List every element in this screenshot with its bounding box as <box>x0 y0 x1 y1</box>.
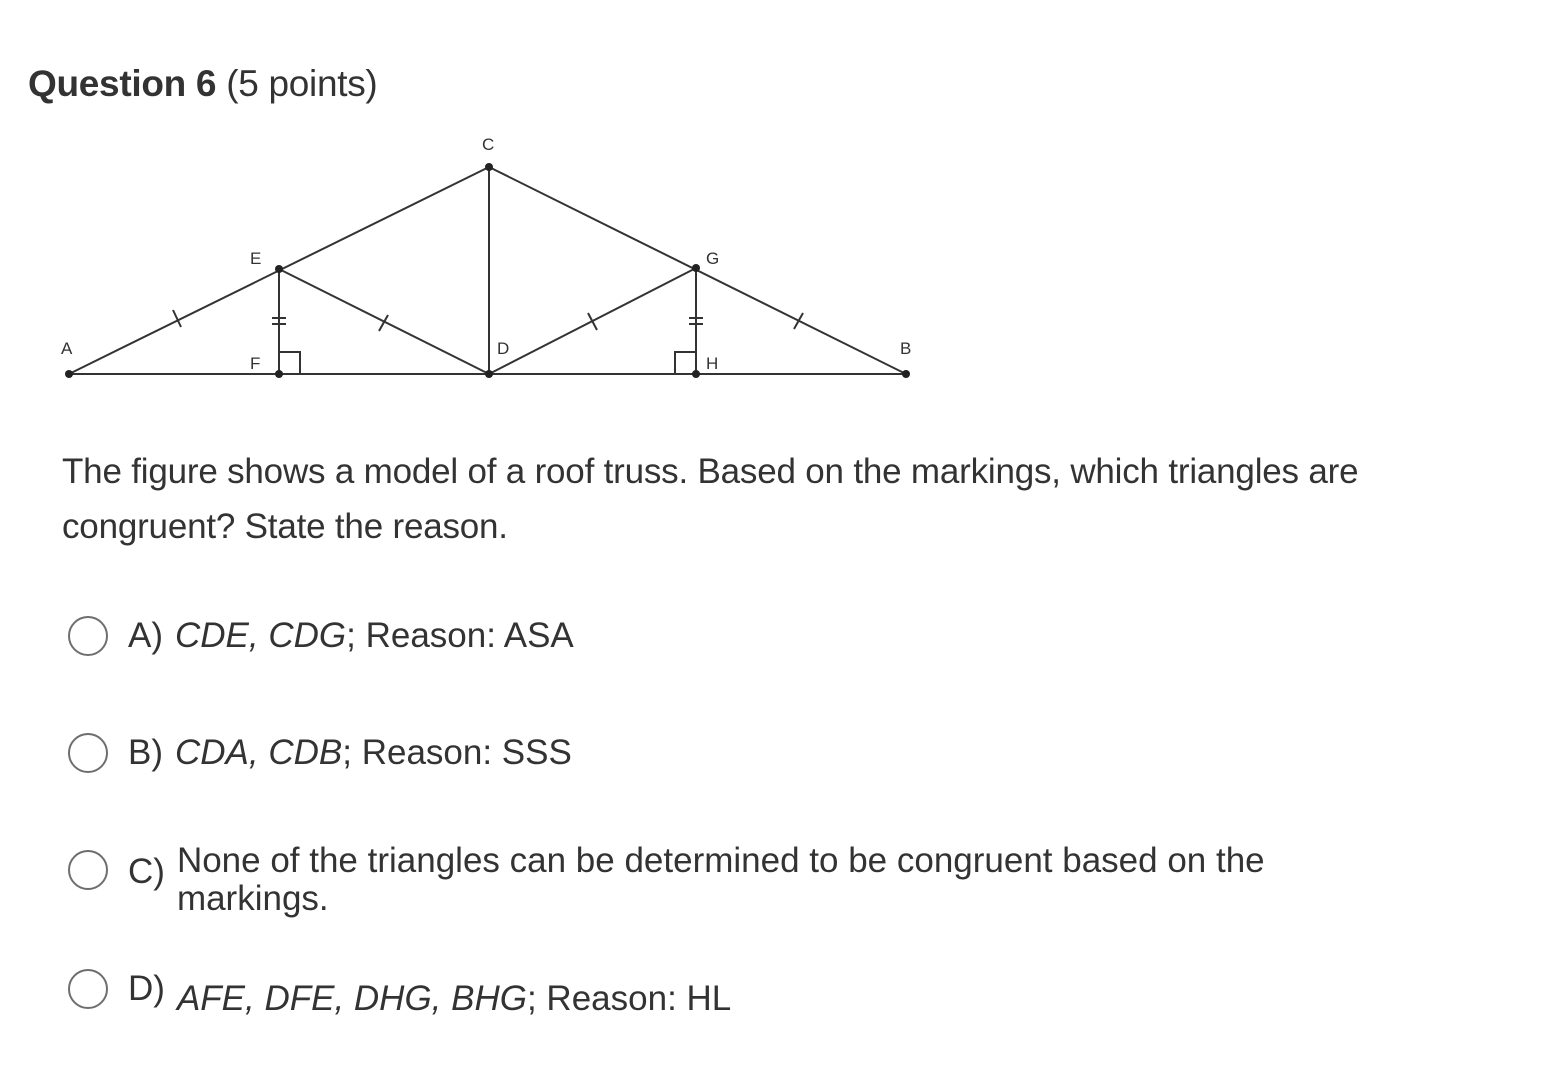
label-e: E <box>250 249 262 268</box>
point-g <box>692 264 700 272</box>
point-f <box>275 370 283 378</box>
right-angle-mark-f <box>279 352 300 374</box>
point-h <box>692 370 700 378</box>
right-angle-mark-h <box>675 352 696 374</box>
question-points: (5 points) <box>226 63 378 104</box>
choice-a[interactable] <box>68 614 574 658</box>
question-prompt: The figure shows a model of a roof truss. Based on the markings, which triangles are congruent? State the reason. <box>62 452 1359 546</box>
point-e <box>275 265 283 273</box>
choice-reason-a: ; Reason: ASA <box>346 616 574 655</box>
choice-letter-d: D) <box>128 969 165 1008</box>
choice-c[interactable] <box>68 842 1417 918</box>
radio-button-a[interactable] <box>68 616 108 656</box>
point-b <box>902 370 910 378</box>
label-b: B <box>900 339 912 358</box>
label-d: D <box>497 339 510 358</box>
choice-letter-c: C) <box>128 852 165 891</box>
question-header <box>28 60 377 108</box>
choice-triangles-d: AFE, DFE, DHG, BHG <box>176 979 527 1018</box>
choice-reason-b: ; Reason: SSS <box>342 733 572 772</box>
label-h: H <box>706 354 719 373</box>
choice-triangles-a: CDE, CDG <box>175 616 347 655</box>
radio-button-c[interactable] <box>68 850 108 890</box>
radio-button-b[interactable] <box>68 733 108 773</box>
choice-reason-d: ; Reason: HL <box>526 979 732 1018</box>
roof-truss-figure <box>40 120 940 400</box>
choice-d[interactable] <box>68 967 731 1021</box>
choice-text-b <box>175 731 572 775</box>
point-c <box>485 163 493 171</box>
roof-truss-diagram <box>40 120 940 400</box>
point-d <box>485 370 493 378</box>
radio-button-d[interactable] <box>68 969 108 1009</box>
choice-b[interactable] <box>68 731 572 775</box>
choice-text-a <box>175 614 574 658</box>
label-g: G <box>706 249 720 268</box>
choice-letter-b: B) <box>128 733 163 772</box>
choice-letter-a: A) <box>128 616 163 655</box>
choice-triangles-b: CDA, CDB <box>175 733 343 772</box>
choice-text-c: None of the triangles can be determined to be congruent based on the markings. <box>176 841 1265 918</box>
point-a <box>65 370 73 378</box>
label-a: A <box>61 339 73 358</box>
tick-mark-gb <box>794 313 803 329</box>
question-title: Question 6 <box>28 63 217 104</box>
label-f: F <box>250 354 261 373</box>
choice-text-d <box>177 977 731 1021</box>
label-c: C <box>482 135 495 154</box>
